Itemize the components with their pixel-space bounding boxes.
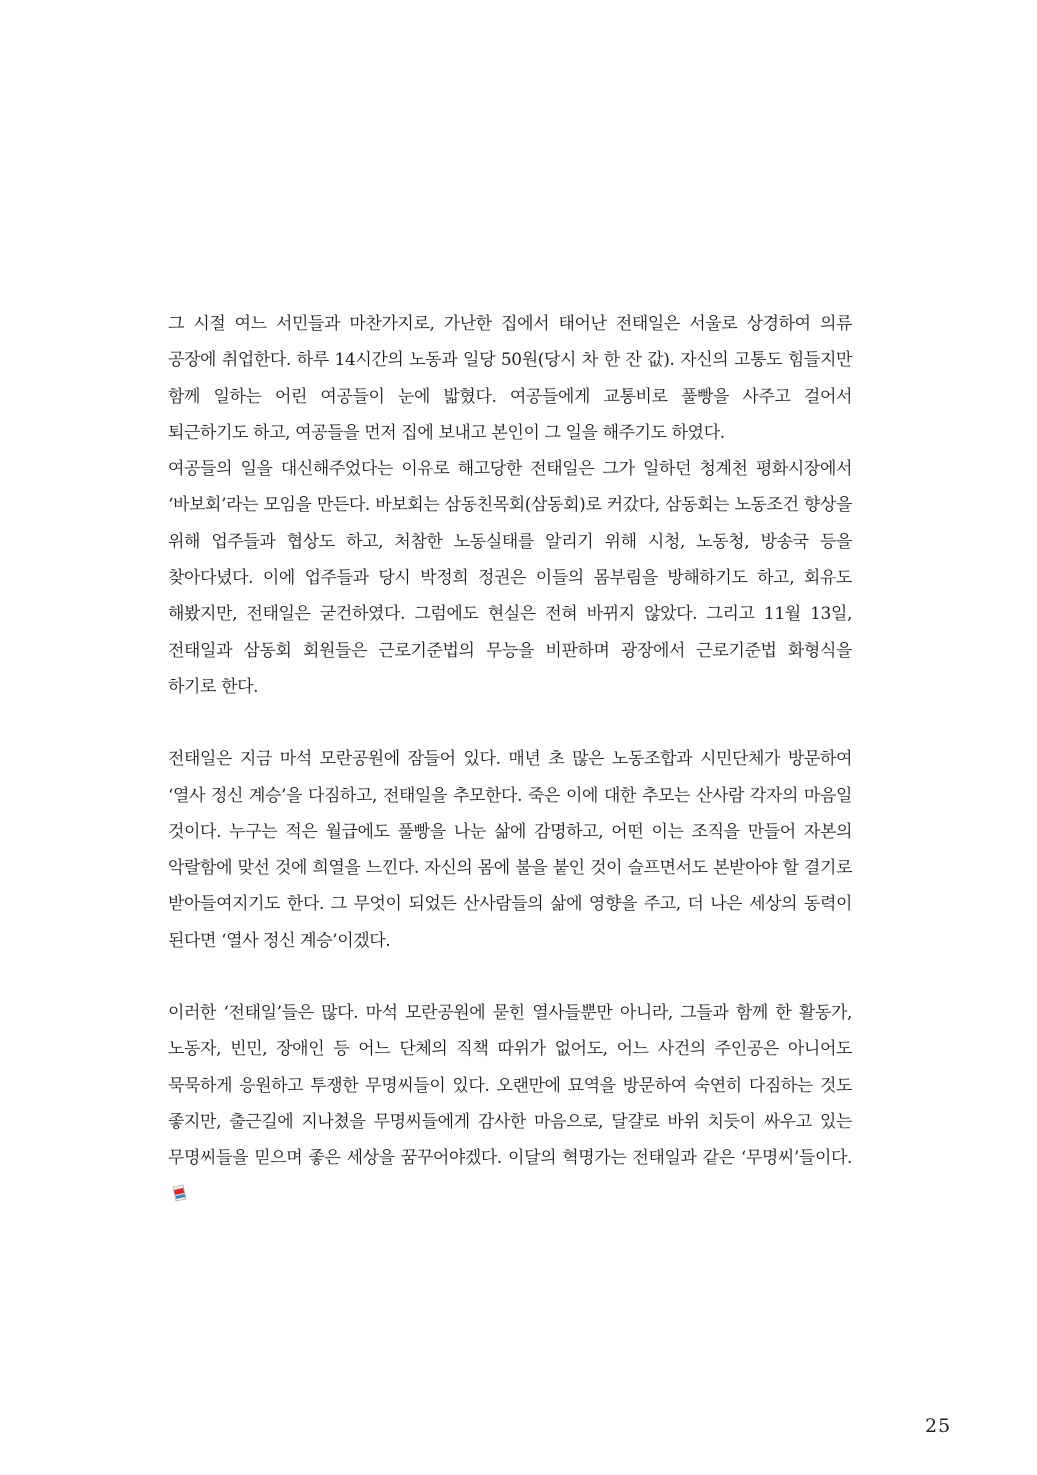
- paragraph-1: 그 시절 여느 서민들과 마찬가지로, 가난한 집에서 태어난 전태일은 서울로 상경하여 의류 공장에 취업한다. 하루 14시간의 노동과 일당 50원(당시 차 한 잔 값). 자신의 고통도 힘들지만 함께 일하는 어린 여공들이 눈에 밟혔다. 여공들에게 교통비로 풀빵을 사주고 걸어서 퇴근하기도 하고, 여공들을 먼저 집에 보내고 본인이 그 일을 해주기도 하였다.: [168, 314, 852, 443]
- book-end-mark-icon: [172, 1179, 187, 1197]
- paragraph-2: 여공들의 일을 대신해주었다는 이유로 해고당한 전태일은 그가 일하던 청계천 평화시장에서 ‘바보회’라는 모임을 만든다. 바보회는 삼동친목회(삼동회)로 커갔다, 삼동회는 노동조건 향상을 위해 업주들과 협상도 하고, 처참한 노동실태를 알리기 위해 시청, 노동청, 방송국 등을 찾아다녔다. 이에 업주들과 당시 박정희 정권은 이들의 몸부림을 방해하기도 하고, 회유도 해봤지만, 전태일은 굳건하였다. 그럼에도 현실은 전혀 바뀌지 않았다. 그리고 11월 13일, 전태일과 삼동회 회원들은 근로기준법의 무능을 비판하며 광장에서 근로기준법 화형식을 하기로 한다.: [168, 459, 852, 697]
- paragraph-4-text: 이러한 ‘전태일’들은 많다. 마석 모란공원에 묻힌 열사들뿐만 아니라, 그들과 함께 한 활동가, 노동자, 빈민, 장애인 등 어느 단체의 직책 따위가 없어도, 어느 사건의 주인공은 아니어도 묵묵하게 응원하고 투쟁한 무명씨들이 있다. 오랜만에 묘역을 방문하여 숙연히 다짐하는 것도 좋지만, 출근길에 지나쳤을 무명씨들에게 감사한 마음으로, 달걀로 바위 치듯이 싸우고 있는 무명씨들을 믿으며 좋은 세상을 꿈꾸어야겠다. 이달의 혁명가는 전태일과 같은 ‘무명씨’들이다.: [168, 1003, 852, 1169]
- paragraph-3: 전태일은 지금 마석 모란공원에 잠들어 있다. 매년 초 많은 노동조합과 시민단체가 방문하여 ‘열사 정신 계승’을 다짐하고, 전태일을 추모한다. 죽은 이에 대한 추모는 산사람 각자의 마음일 것이다. 누구는 적은 월급에도 풀빵을 나눈 삶에 감명하고, 어떤 이는 조직을 만들어 자본의 악랄함에 맞선 것에 희열을 느낀다. 자신의 몸에 불을 붙인 것이 슬프면서도 본받아야 할 결기로 받아들여지기도 한다. 그 무엇이 되었든 산사람들의 삶에 영향을 주고, 더 나은 세상의 동력이 된다면 ‘열사 정신 계승’이겠다.: [168, 749, 852, 951]
- article-body: [168, 306, 852, 1213]
- paragraph-4: [168, 995, 852, 1213]
- page-number: 25: [925, 1415, 952, 1437]
